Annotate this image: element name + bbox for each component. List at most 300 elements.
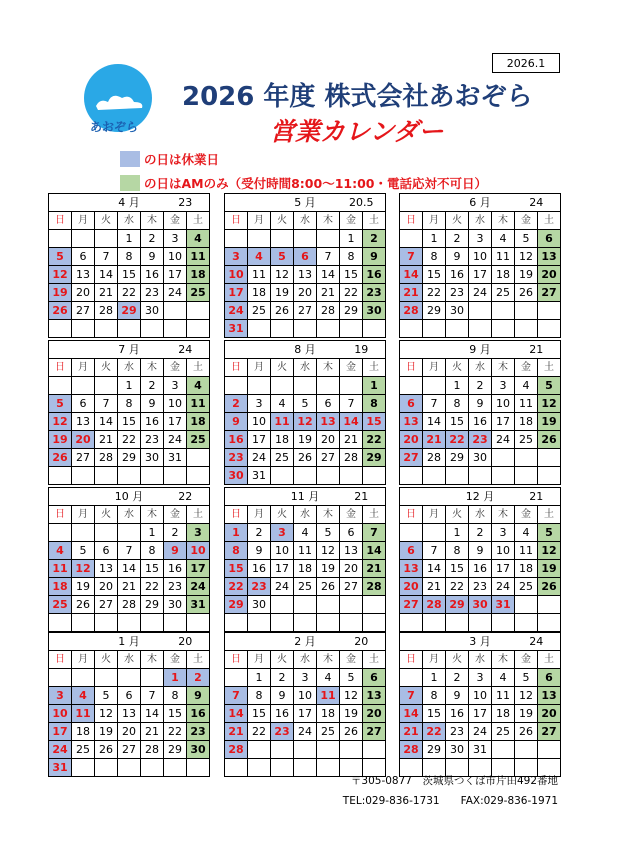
day-cell: 18 xyxy=(248,284,271,302)
legend-am xyxy=(120,174,487,192)
empty-cell xyxy=(118,524,141,542)
weekday-label: 木 xyxy=(492,651,515,669)
day-cell: 17 xyxy=(492,413,515,431)
working-days-count: 23 xyxy=(164,194,210,212)
empty-cell xyxy=(225,614,248,632)
day-cell: 22 xyxy=(248,723,271,741)
day-cell: 13 xyxy=(400,560,423,578)
day-cell: 10 xyxy=(469,248,492,266)
day-cell: 11 xyxy=(187,248,210,266)
day-cell: 16 xyxy=(446,266,469,284)
day-cell: 31 xyxy=(49,759,72,777)
day-cell: 21 xyxy=(423,431,446,449)
day-cell: 27 xyxy=(294,302,317,320)
empty-cell xyxy=(271,741,294,759)
month-calendar xyxy=(399,632,561,777)
day-cell: 14 xyxy=(95,266,118,284)
month-table xyxy=(48,193,210,338)
day-cell: 24 xyxy=(164,284,187,302)
day-cell: 30 xyxy=(187,741,210,759)
day-cell: 5 xyxy=(538,377,561,395)
weekday-label: 日 xyxy=(49,506,72,524)
empty-cell xyxy=(164,467,187,485)
day-cell: 20 xyxy=(72,284,95,302)
month-label: 8 月 xyxy=(271,341,340,359)
day-cell: 22 xyxy=(446,431,469,449)
weekday-label: 火 xyxy=(446,506,469,524)
empty-cell xyxy=(423,467,446,485)
weekday-label: 月 xyxy=(248,651,271,669)
empty-cell xyxy=(538,741,561,759)
empty-cell xyxy=(515,449,538,467)
day-cell: 25 xyxy=(492,723,515,741)
weekday-label: 日 xyxy=(49,212,72,230)
empty-cell xyxy=(400,377,423,395)
working-days-count: 19 xyxy=(340,341,386,359)
day-cell: 5 xyxy=(538,524,561,542)
day-cell: 29 xyxy=(118,449,141,467)
weekday-label: 金 xyxy=(164,359,187,377)
day-cell: 22 xyxy=(164,723,187,741)
empty-cell xyxy=(446,467,469,485)
day-cell: 10 xyxy=(164,395,187,413)
month-header-spacer xyxy=(49,633,95,651)
day-cell: 18 xyxy=(515,560,538,578)
weekday-label: 水 xyxy=(469,359,492,377)
month-label: 1 月 xyxy=(95,633,164,651)
working-days-count: 21 xyxy=(515,341,561,359)
empty-cell xyxy=(363,596,386,614)
day-cell: 21 xyxy=(118,578,141,596)
day-cell: 5 xyxy=(294,395,317,413)
empty-cell xyxy=(187,302,210,320)
working-days-count: 22 xyxy=(164,488,210,506)
footer-phone: TEL:029-836-1731 xyxy=(342,795,440,807)
empty-cell xyxy=(340,377,363,395)
day-cell: 22 xyxy=(141,578,164,596)
empty-cell xyxy=(141,669,164,687)
day-cell: 27 xyxy=(317,449,340,467)
day-cell: 28 xyxy=(95,449,118,467)
day-cell: 24 xyxy=(187,578,210,596)
empty-cell xyxy=(317,230,340,248)
day-cell: 13 xyxy=(72,413,95,431)
day-cell: 13 xyxy=(340,542,363,560)
day-cell: 15 xyxy=(446,413,469,431)
empty-cell xyxy=(118,759,141,777)
day-cell: 9 xyxy=(446,687,469,705)
day-cell: 6 xyxy=(340,524,363,542)
weekday-label: 月 xyxy=(248,506,271,524)
empty-cell xyxy=(95,320,118,338)
day-cell: 10 xyxy=(271,542,294,560)
weekday-label: 木 xyxy=(317,651,340,669)
empty-cell xyxy=(118,320,141,338)
weekday-label: 土 xyxy=(363,651,386,669)
day-cell: 4 xyxy=(187,377,210,395)
empty-cell xyxy=(340,614,363,632)
day-cell: 6 xyxy=(72,248,95,266)
day-cell: 11 xyxy=(49,560,72,578)
day-cell: 2 xyxy=(248,524,271,542)
weekday-label: 水 xyxy=(118,359,141,377)
day-cell: 13 xyxy=(294,266,317,284)
day-cell: 17 xyxy=(294,705,317,723)
day-cell: 19 xyxy=(95,723,118,741)
day-cell: 26 xyxy=(72,596,95,614)
working-days-count: 24 xyxy=(515,633,561,651)
month-header-spacer xyxy=(49,488,95,506)
day-cell: 29 xyxy=(340,302,363,320)
day-cell: 6 xyxy=(118,687,141,705)
day-cell: 20 xyxy=(95,578,118,596)
month-table xyxy=(399,193,561,338)
day-cell: 29 xyxy=(423,741,446,759)
day-cell: 23 xyxy=(271,723,294,741)
day-cell: 19 xyxy=(515,705,538,723)
weekday-label: 土 xyxy=(363,359,386,377)
empty-cell xyxy=(271,377,294,395)
day-cell: 15 xyxy=(164,705,187,723)
day-cell: 22 xyxy=(423,723,446,741)
day-cell: 3 xyxy=(164,230,187,248)
day-cell: 30 xyxy=(164,596,187,614)
empty-cell xyxy=(187,449,210,467)
day-cell: 8 xyxy=(363,395,386,413)
day-cell: 27 xyxy=(363,723,386,741)
day-cell: 19 xyxy=(271,284,294,302)
empty-cell xyxy=(49,377,72,395)
weekday-label: 金 xyxy=(515,212,538,230)
day-cell: 7 xyxy=(225,687,248,705)
day-cell: 27 xyxy=(538,284,561,302)
weekday-label: 金 xyxy=(340,359,363,377)
day-cell: 1 xyxy=(363,377,386,395)
day-cell: 18 xyxy=(294,560,317,578)
empty-cell xyxy=(294,467,317,485)
legend-holiday xyxy=(120,150,219,168)
day-cell: 6 xyxy=(538,669,561,687)
day-cell: 3 xyxy=(187,524,210,542)
day-cell: 12 xyxy=(49,266,72,284)
day-cell: 23 xyxy=(164,578,187,596)
day-cell: 11 xyxy=(72,705,95,723)
day-cell: 15 xyxy=(141,560,164,578)
day-cell: 25 xyxy=(317,723,340,741)
weekday-label: 水 xyxy=(118,651,141,669)
empty-cell xyxy=(294,759,317,777)
day-cell: 16 xyxy=(225,431,248,449)
day-cell: 12 xyxy=(95,705,118,723)
day-cell: 13 xyxy=(95,560,118,578)
month-calendar xyxy=(224,632,386,777)
month-calendar xyxy=(48,487,210,632)
day-cell: 18 xyxy=(271,431,294,449)
empty-cell xyxy=(248,741,271,759)
day-cell: 13 xyxy=(400,413,423,431)
legend-holiday-text: の日は休業日 xyxy=(144,152,220,167)
day-cell: 12 xyxy=(538,542,561,560)
empty-cell xyxy=(118,669,141,687)
empty-cell xyxy=(538,467,561,485)
day-cell: 30 xyxy=(141,302,164,320)
day-cell: 19 xyxy=(72,578,95,596)
weekday-label: 月 xyxy=(423,506,446,524)
day-cell: 13 xyxy=(363,687,386,705)
day-cell: 14 xyxy=(141,705,164,723)
empty-cell xyxy=(538,596,561,614)
day-cell: 9 xyxy=(469,542,492,560)
day-cell: 2 xyxy=(271,669,294,687)
day-cell: 6 xyxy=(72,395,95,413)
weekday-label: 木 xyxy=(317,359,340,377)
day-cell: 19 xyxy=(49,284,72,302)
working-days-count: 20.5 xyxy=(340,194,386,212)
day-cell: 1 xyxy=(141,524,164,542)
empty-cell xyxy=(248,377,271,395)
day-cell: 25 xyxy=(515,578,538,596)
day-cell: 30 xyxy=(248,596,271,614)
day-cell: 20 xyxy=(363,705,386,723)
day-cell: 15 xyxy=(363,413,386,431)
day-cell: 28 xyxy=(118,596,141,614)
day-cell: 15 xyxy=(423,705,446,723)
day-cell: 28 xyxy=(340,449,363,467)
day-cell: 29 xyxy=(164,741,187,759)
day-cell: 9 xyxy=(363,248,386,266)
day-cell: 9 xyxy=(271,687,294,705)
day-cell: 18 xyxy=(72,723,95,741)
month-label: 12 月 xyxy=(446,488,515,506)
empty-cell xyxy=(515,614,538,632)
month-calendar xyxy=(48,632,210,777)
day-cell: 12 xyxy=(515,687,538,705)
day-cell: 23 xyxy=(248,578,271,596)
day-cell: 23 xyxy=(469,431,492,449)
day-cell: 25 xyxy=(271,449,294,467)
day-cell: 28 xyxy=(423,596,446,614)
day-cell: 19 xyxy=(294,431,317,449)
empty-cell xyxy=(95,759,118,777)
day-cell: 26 xyxy=(515,723,538,741)
empty-cell xyxy=(340,320,363,338)
weekday-label: 日 xyxy=(400,359,423,377)
day-cell: 8 xyxy=(141,542,164,560)
day-cell: 14 xyxy=(317,266,340,284)
day-cell: 11 xyxy=(515,542,538,560)
day-cell: 9 xyxy=(225,413,248,431)
empty-cell xyxy=(49,669,72,687)
weekday-label: 月 xyxy=(72,506,95,524)
weekday-label: 月 xyxy=(248,212,271,230)
day-cell: 1 xyxy=(446,524,469,542)
day-cell: 6 xyxy=(363,669,386,687)
day-cell: 6 xyxy=(294,248,317,266)
empty-cell xyxy=(423,524,446,542)
empty-cell xyxy=(317,596,340,614)
page-subtitle: 営業カレンダー xyxy=(270,117,444,146)
day-cell: 12 xyxy=(271,266,294,284)
day-cell: 1 xyxy=(225,524,248,542)
empty-cell xyxy=(187,759,210,777)
day-cell: 20 xyxy=(538,705,561,723)
month-calendar xyxy=(224,340,386,485)
logo-text: あおぞら xyxy=(90,120,139,134)
weekday-label: 土 xyxy=(187,212,210,230)
empty-cell xyxy=(294,230,317,248)
month-header-spacer xyxy=(400,341,446,359)
day-cell: 21 xyxy=(317,284,340,302)
day-cell: 22 xyxy=(118,431,141,449)
day-cell: 2 xyxy=(363,230,386,248)
day-cell: 16 xyxy=(141,413,164,431)
empty-cell xyxy=(538,614,561,632)
empty-cell xyxy=(400,669,423,687)
day-cell: 10 xyxy=(294,687,317,705)
day-cell: 26 xyxy=(317,578,340,596)
day-cell: 26 xyxy=(95,741,118,759)
weekday-label: 木 xyxy=(492,359,515,377)
weekday-label: 水 xyxy=(118,506,141,524)
day-cell: 10 xyxy=(492,395,515,413)
day-cell: 27 xyxy=(118,741,141,759)
month-header-spacer xyxy=(400,488,446,506)
day-cell: 8 xyxy=(446,395,469,413)
day-cell: 7 xyxy=(95,395,118,413)
day-cell: 1 xyxy=(423,230,446,248)
day-cell: 13 xyxy=(538,687,561,705)
weekday-label: 木 xyxy=(141,212,164,230)
empty-cell xyxy=(340,467,363,485)
weekday-label: 月 xyxy=(423,651,446,669)
day-cell: 27 xyxy=(95,596,118,614)
month-label: 10 月 xyxy=(95,488,164,506)
empty-cell xyxy=(423,320,446,338)
empty-cell xyxy=(515,302,538,320)
day-cell: 10 xyxy=(469,687,492,705)
day-cell: 20 xyxy=(538,266,561,284)
empty-cell xyxy=(469,467,492,485)
day-cell: 7 xyxy=(340,395,363,413)
weekday-label: 水 xyxy=(118,212,141,230)
day-cell: 22 xyxy=(340,284,363,302)
empty-cell xyxy=(187,467,210,485)
day-cell: 18 xyxy=(492,705,515,723)
day-cell: 5 xyxy=(72,542,95,560)
day-cell: 6 xyxy=(400,542,423,560)
day-cell: 17 xyxy=(492,560,515,578)
day-cell: 5 xyxy=(340,669,363,687)
day-cell: 12 xyxy=(340,687,363,705)
weekday-label: 月 xyxy=(72,212,95,230)
day-cell: 24 xyxy=(294,723,317,741)
weekday-label: 木 xyxy=(141,506,164,524)
empty-cell xyxy=(225,759,248,777)
day-cell: 4 xyxy=(187,230,210,248)
day-cell: 3 xyxy=(492,377,515,395)
weekday-label: 木 xyxy=(492,506,515,524)
working-days-count: 24 xyxy=(164,341,210,359)
day-cell: 5 xyxy=(271,248,294,266)
month-calendar xyxy=(48,193,210,338)
empty-cell xyxy=(72,467,95,485)
day-cell: 18 xyxy=(515,413,538,431)
empty-cell xyxy=(72,377,95,395)
empty-cell xyxy=(95,467,118,485)
day-cell: 4 xyxy=(515,524,538,542)
empty-cell xyxy=(95,230,118,248)
day-cell: 2 xyxy=(469,524,492,542)
weekday-label: 火 xyxy=(271,359,294,377)
day-cell: 10 xyxy=(492,542,515,560)
day-cell: 8 xyxy=(446,542,469,560)
empty-cell xyxy=(469,302,492,320)
day-cell: 31 xyxy=(187,596,210,614)
empty-cell xyxy=(294,614,317,632)
day-cell: 12 xyxy=(538,395,561,413)
day-cell: 13 xyxy=(538,248,561,266)
day-cell: 16 xyxy=(469,560,492,578)
empty-cell xyxy=(294,320,317,338)
day-cell: 3 xyxy=(225,248,248,266)
weekday-label: 金 xyxy=(164,506,187,524)
day-cell: 1 xyxy=(340,230,363,248)
weekday-label: 土 xyxy=(363,506,386,524)
empty-cell xyxy=(164,320,187,338)
empty-cell xyxy=(72,320,95,338)
day-cell: 24 xyxy=(492,431,515,449)
empty-cell xyxy=(72,614,95,632)
empty-cell xyxy=(340,596,363,614)
empty-cell xyxy=(271,759,294,777)
day-cell: 16 xyxy=(248,560,271,578)
day-cell: 26 xyxy=(538,578,561,596)
day-cell: 25 xyxy=(49,596,72,614)
weekday-label: 日 xyxy=(400,212,423,230)
day-cell: 12 xyxy=(49,413,72,431)
weekday-label: 火 xyxy=(271,212,294,230)
day-cell: 22 xyxy=(423,284,446,302)
day-cell: 5 xyxy=(49,248,72,266)
empty-cell xyxy=(118,467,141,485)
weekday-label: 火 xyxy=(446,651,469,669)
day-cell: 15 xyxy=(423,266,446,284)
month-label: 3 月 xyxy=(446,633,515,651)
day-cell: 18 xyxy=(317,705,340,723)
day-cell: 24 xyxy=(248,449,271,467)
month-header-spacer xyxy=(225,341,271,359)
weekday-label: 金 xyxy=(515,506,538,524)
working-days-count: 24 xyxy=(515,194,561,212)
empty-cell xyxy=(538,449,561,467)
empty-cell xyxy=(317,759,340,777)
day-cell: 3 xyxy=(49,687,72,705)
month-label: 9 月 xyxy=(446,341,515,359)
day-cell: 4 xyxy=(294,524,317,542)
weekday-label: 火 xyxy=(446,359,469,377)
day-cell: 25 xyxy=(294,578,317,596)
month-calendar xyxy=(224,487,386,632)
day-cell: 30 xyxy=(141,449,164,467)
day-cell: 16 xyxy=(187,705,210,723)
day-cell: 14 xyxy=(118,560,141,578)
weekday-label: 水 xyxy=(469,506,492,524)
day-cell: 14 xyxy=(423,413,446,431)
empty-cell xyxy=(340,741,363,759)
weekday-label: 土 xyxy=(187,506,210,524)
empty-cell xyxy=(164,614,187,632)
month-label: 7 月 xyxy=(95,341,164,359)
